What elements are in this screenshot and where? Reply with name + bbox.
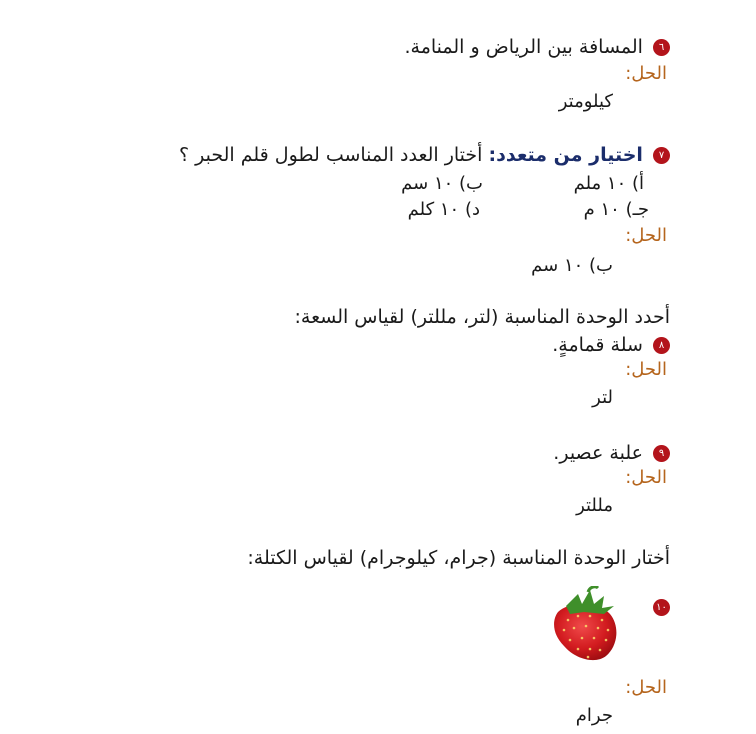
question-type-label: اختيار من متعدد: bbox=[488, 144, 643, 166]
question-6 bbox=[404, 34, 670, 60]
question-10 bbox=[649, 594, 670, 620]
answer-text: جرام bbox=[575, 705, 613, 726]
question-7 bbox=[179, 142, 670, 168]
answer-text: لتر bbox=[592, 387, 613, 408]
answer-text: كيلومتر bbox=[558, 91, 613, 112]
question-text: علبة عصير. bbox=[553, 442, 643, 464]
question-number-badge: ٧ bbox=[653, 147, 670, 164]
strawberry-icon bbox=[544, 586, 624, 664]
solution-label: الحل: bbox=[625, 63, 667, 84]
option-c: جـ) ١٠ م bbox=[583, 199, 649, 220]
question-number-badge: ٨ bbox=[653, 337, 670, 354]
question-text: المسافة بين الرياض و المنامة. bbox=[404, 36, 643, 58]
question-number-badge: ٩ bbox=[653, 445, 670, 462]
solution-label: الحل: bbox=[625, 677, 667, 698]
option-b: ب) ١٠ سم bbox=[401, 173, 483, 194]
answer-text: ب) ١٠ سم bbox=[531, 255, 613, 276]
option-a: أ) ١٠ ملم bbox=[573, 173, 644, 194]
question-9 bbox=[553, 440, 670, 466]
solution-label: الحل: bbox=[625, 359, 667, 380]
question-number-badge: ١٠ bbox=[653, 599, 670, 616]
section-heading-capacity: أحدد الوحدة المناسبة (لتر، مللتر) لقياس السعة: bbox=[294, 306, 670, 328]
question-8 bbox=[552, 332, 670, 358]
question-number-badge: ٦ bbox=[653, 39, 670, 56]
solution-label: الحل: bbox=[625, 467, 667, 488]
answer-text: مللتر bbox=[576, 495, 613, 516]
solution-label: الحل: bbox=[625, 225, 667, 246]
question-text: أختار العدد المناسب لطول قلم الحبر ؟ bbox=[179, 144, 483, 166]
question-text: سلة قمامةٍ. bbox=[552, 334, 643, 356]
section-heading-mass: أختار الوحدة المناسبة (جرام، كيلوجرام) لقياس الكتلة: bbox=[247, 547, 670, 569]
option-d: د) ١٠ كلم bbox=[407, 199, 480, 220]
